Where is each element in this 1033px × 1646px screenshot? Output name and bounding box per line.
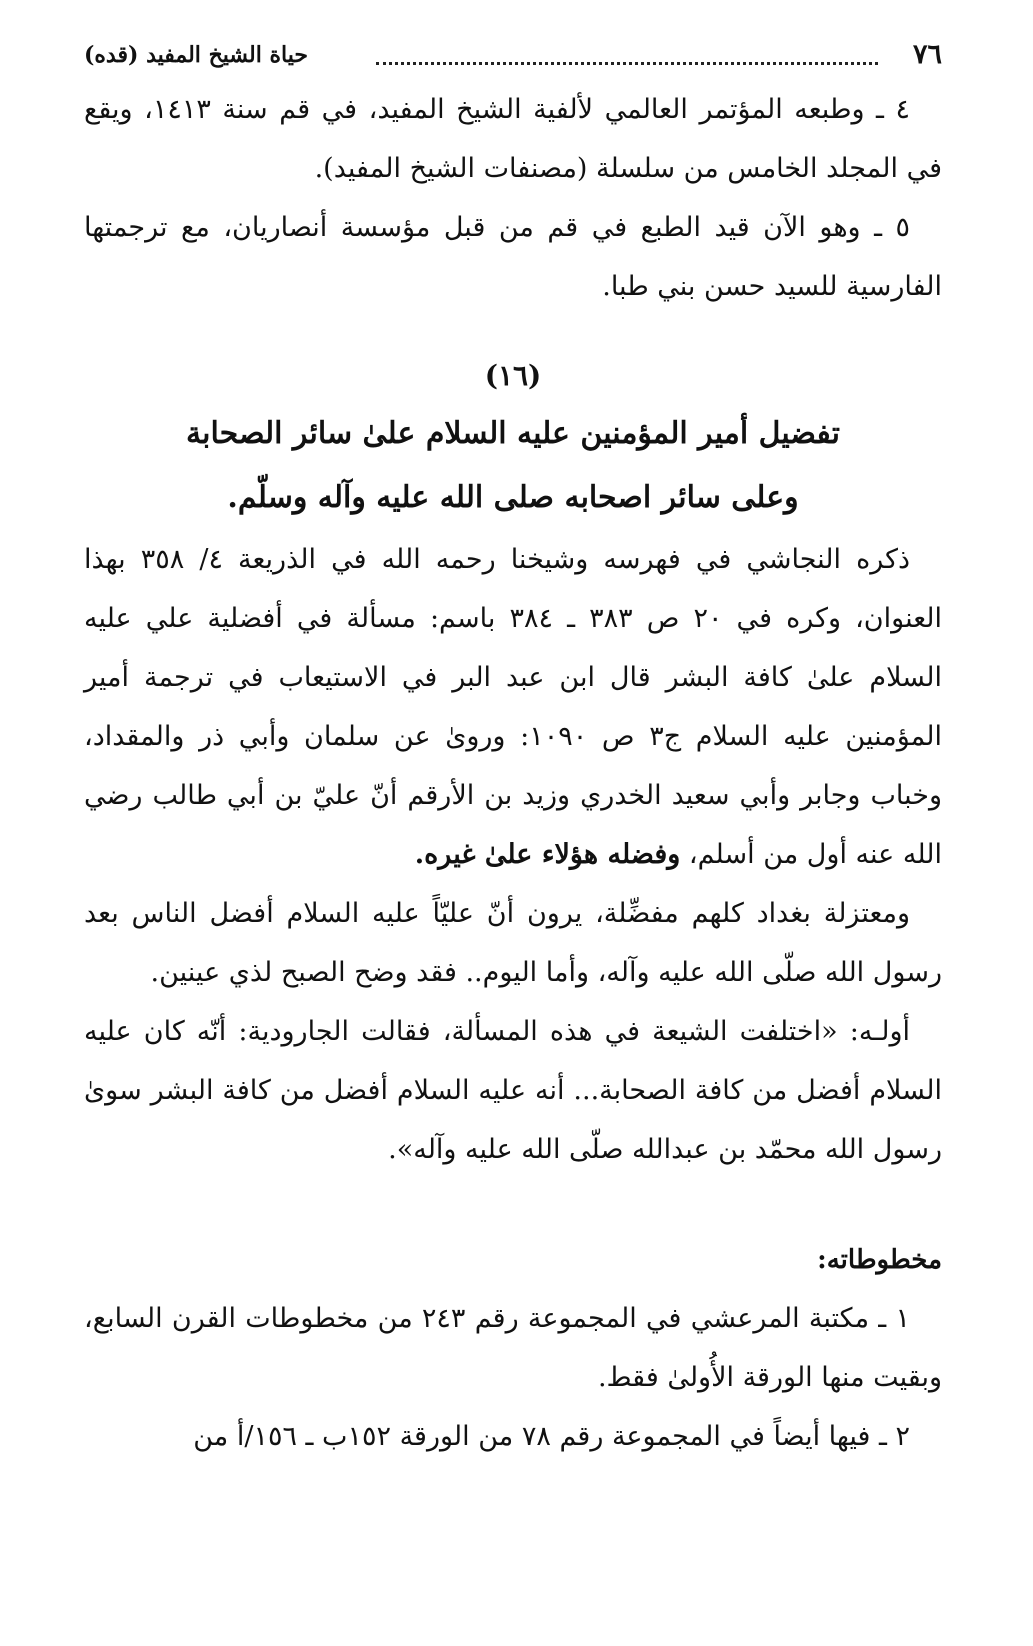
book-page	[84, 30, 942, 1466]
intro-item-5: ٥ ـ وهو الآن قيد الطبع في قم من قبل مؤسسة أنصاريان، مع ترجمتها الفارسية للسيد حسن بني طبا.	[84, 212, 942, 302]
section-number: (١٦)	[484, 359, 542, 392]
paragraph-1-emphasis: وفضله هؤلاء علىٰ غيره.	[414, 839, 681, 870]
section-title-line-2: وعلى سائر اصحابه صلى الله عليه وآله وسلّم.	[227, 480, 799, 515]
paragraph-1-text: ذكره النجاشي في فهرسه وشيخنا رحمه الله في الذريعة ٤/ ٣٥٨ بهذا العنوان، وكره في ٢٠ ص ٣٨٣ ـ ٣٨٤ باسم: مسألة في أفضلية علي عليه السلام علىٰ كافة البشر قال ابن عبد البر في الاستيعاب في ترجمة أمير المؤمنين عليه السلام ج٣ ص ١٠٩٠: ورویٰ عن سلمان وأبي ذر والمقداد، وخباب وجابر وأبي سعيد الخدري وزيد بن الأرقم أنّ عليّ بن أبي طالب رضي الله عنه أول من أسلم،	[84, 544, 942, 870]
paragraph-2: ومعتزلة بغداد كلهم مفضِّلة، يرون أنّ عليّاً عليه السلام أفضل الناس بعد رسول الله صلّى الله عليه وآله، وأما اليوم.. فقد وضح الصبح لذي عينين.	[84, 898, 942, 988]
paragraph-1	[84, 530, 942, 884]
header-dotted-leader	[376, 62, 878, 65]
intro-item-4: ٤ ـ وطبعه المؤتمر العالمي لألفية الشيخ المفيد، في قم سنة ١٤١٣، ويقع في المجلد الخامس من سلسلة (مصنفات الشيخ المفيد).	[84, 94, 942, 184]
book-title: حياة الشيخ المفيد (قده)	[84, 42, 308, 68]
page-number: ٧٦	[912, 39, 942, 70]
running-header	[84, 30, 942, 80]
manuscripts-heading: مخطوطاته:	[817, 1245, 942, 1275]
manuscript-item-2: ٢ ـ فيها أيضاً في المجموعة رقم ٧٨ من الورقة ١٥٢ب ـ ١٥٦/أ من	[193, 1421, 910, 1452]
manuscript-item-1: ١ ـ مكتبة المرعشي في المجموعة رقم ٢٤٣ من مخطوطات القرن السابع، وبقيت منها الورقة الأُولىٰ فقط.	[84, 1303, 942, 1393]
section-title-line-1: تفضيل أمير المؤمنين عليه السلام علىٰ سائر الصحابة	[186, 416, 840, 451]
paragraph-3: أولـه: «اختلفت الشيعة في هذه المسألة، فقالت الجارودية: أنّه كان عليه السلام أفضل من كافة الصحابة... أنه عليه السلام أفضل من كافة البشر سوىٰ رسول الله محمّد بن عبدالله صلّى الله عليه وآله».	[84, 1016, 942, 1165]
